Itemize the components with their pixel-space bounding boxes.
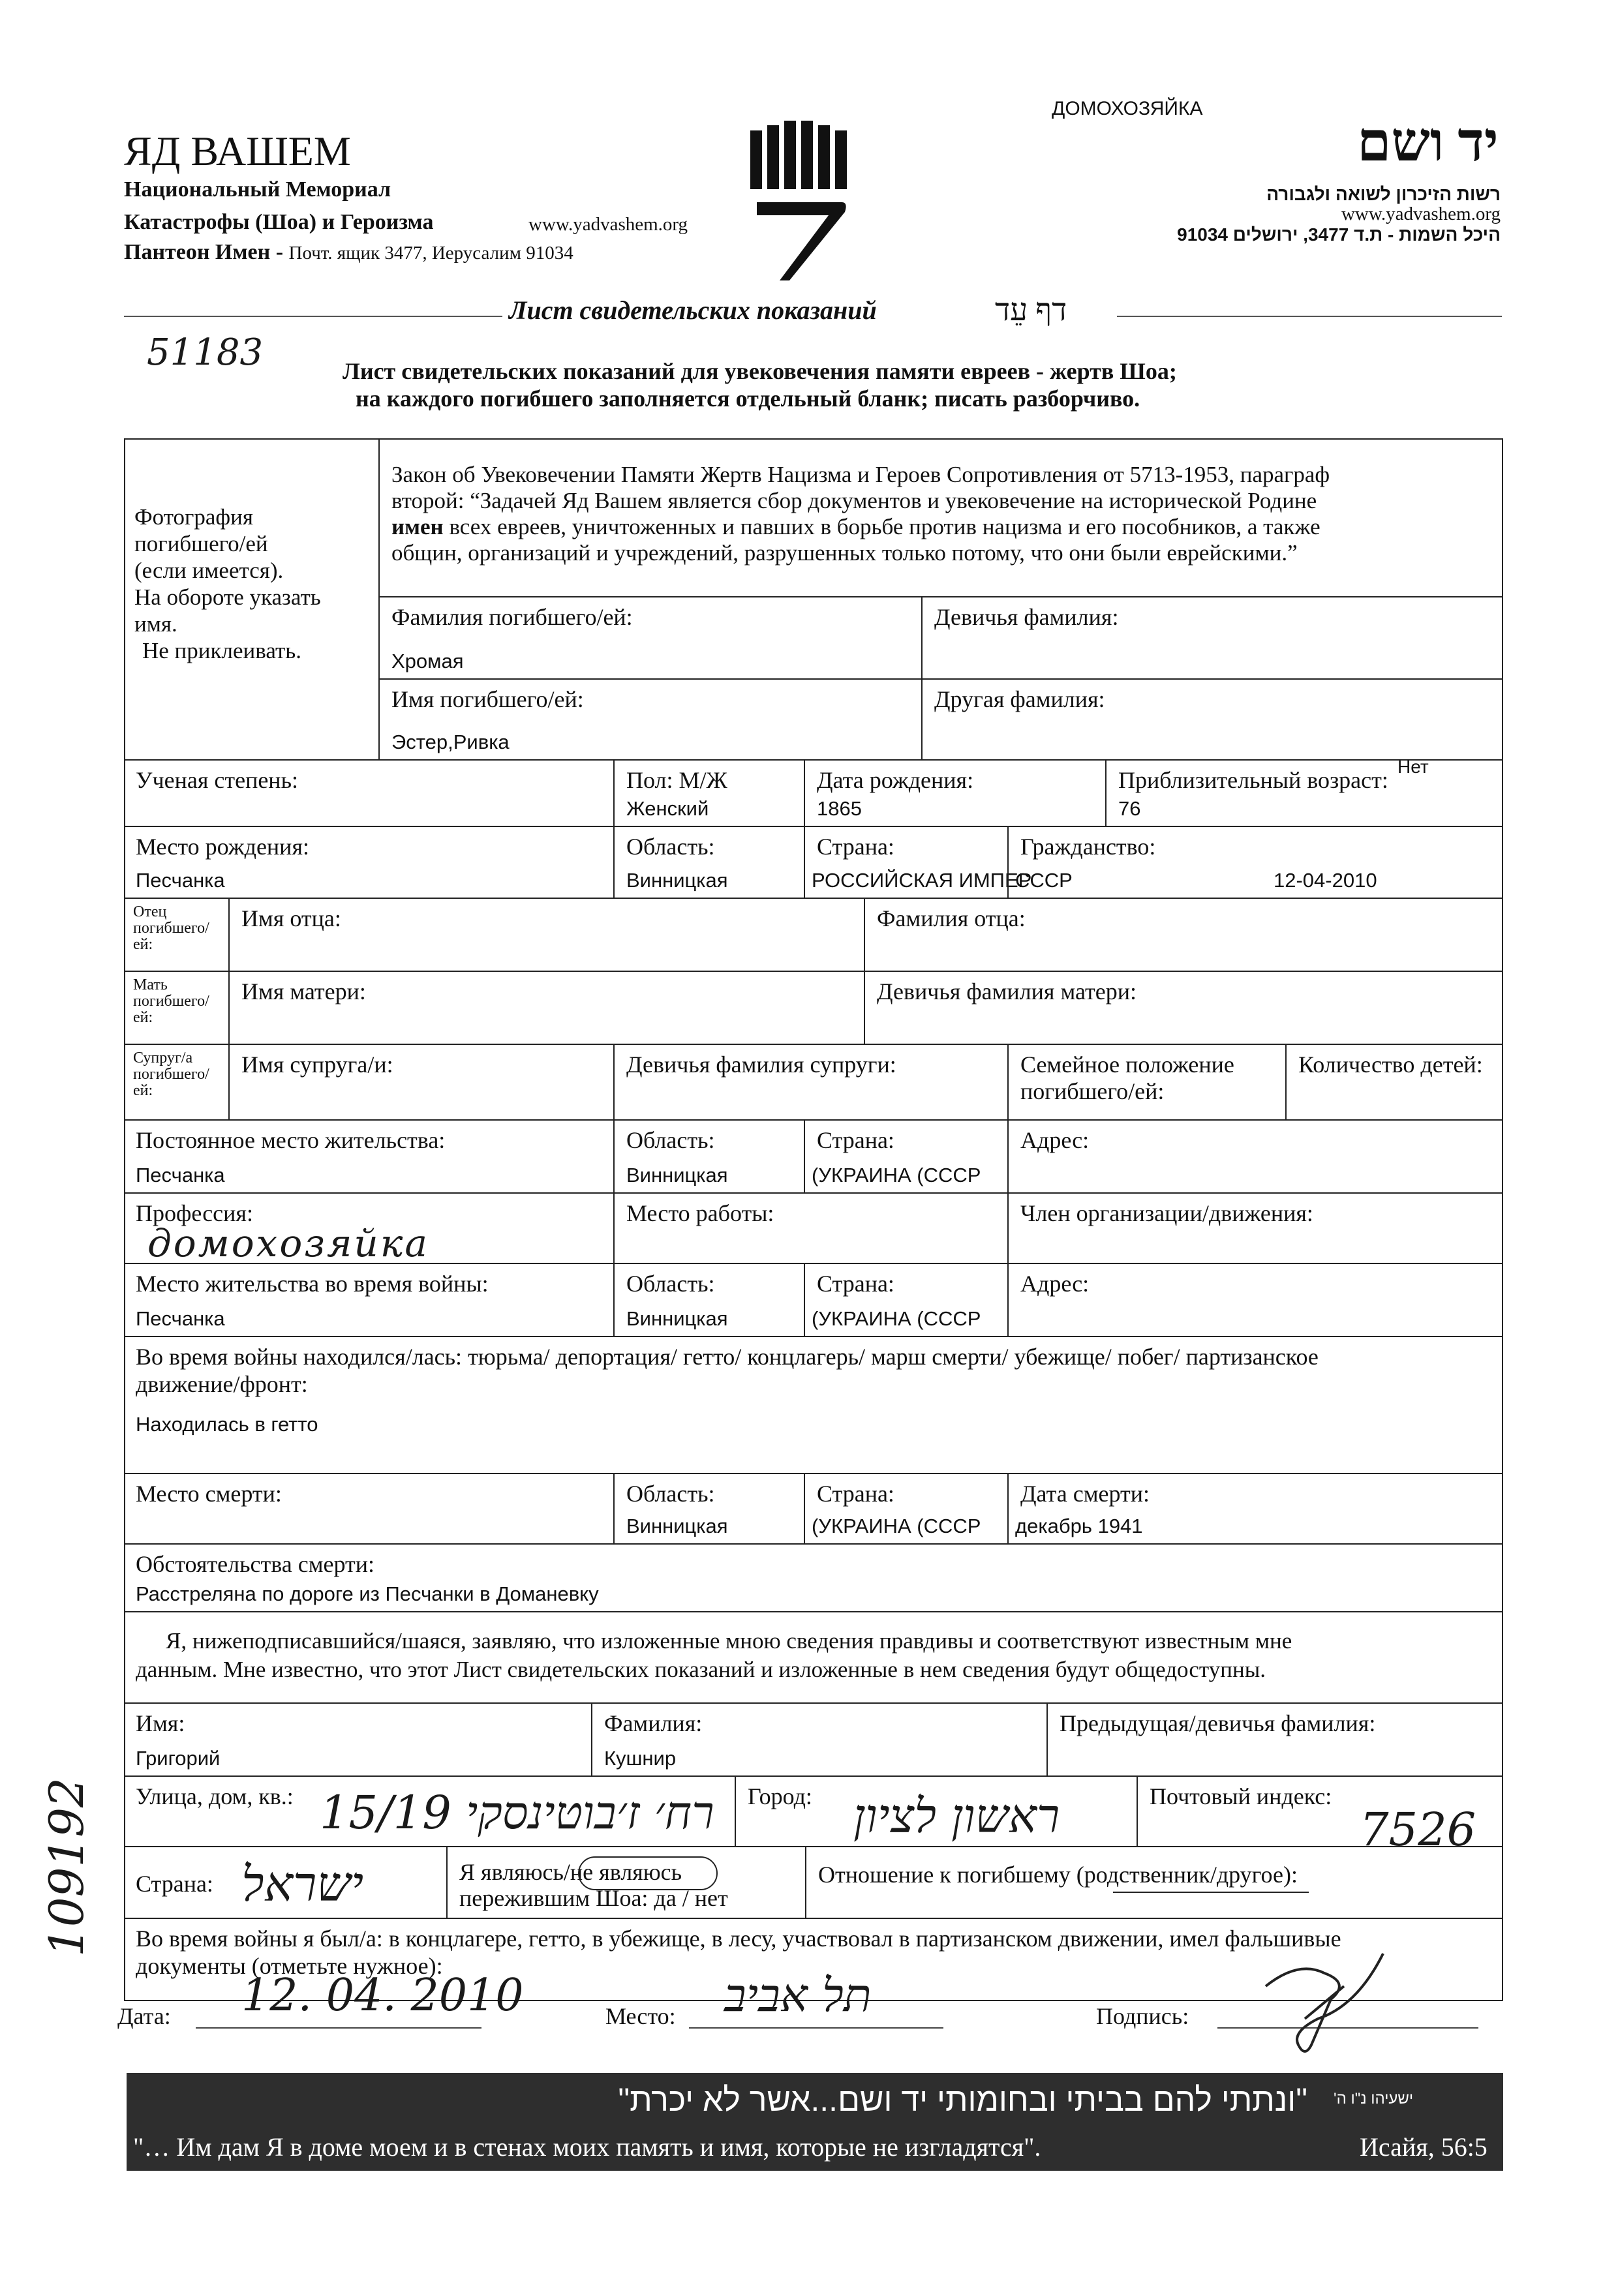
submitter-street-handwritten: רח׳ ז׳בוטינסקי 15/19 — [320, 1786, 714, 1839]
photo-line-3: (если имеется). — [134, 558, 284, 583]
declaration-line-1: Я, нижеподписавшийся/шаяся, заявляю, что изложенные мною сведения правдивы и соответствуют известным мне — [166, 1628, 1292, 1654]
submitter-surname-label: Фамилия: — [604, 1710, 703, 1736]
website-left: www.yadvashem.org — [528, 214, 688, 235]
survivor-field[interactable] — [446, 1846, 805, 1918]
declaration-box — [124, 1611, 1503, 1702]
war-address-field[interactable] — [1007, 1263, 1503, 1336]
residence-address-label: Адрес: — [1020, 1127, 1090, 1153]
mother-name-label: Имя матери: — [241, 978, 366, 1004]
war-status-field[interactable] — [124, 1336, 1503, 1473]
death-region-field[interactable] — [613, 1473, 804, 1543]
war-status-label: Во время войны находился/лась: тюрьма/ депортация/ гетто/ концлагерь/ марш смерти/ убежище/ побег/ партизанское — [136, 1344, 1319, 1370]
father-name-label: Имя отца: — [241, 905, 341, 931]
citizenship-value: СССР — [1015, 869, 1073, 892]
relation-label: Отношение к погибшему (родственник/другое): — [818, 1862, 1298, 1888]
relation-field[interactable] — [805, 1846, 1503, 1918]
victim-name-field[interactable] — [378, 678, 921, 759]
war-status-label-2: движение/фронт: — [136, 1371, 308, 1397]
war-region-field[interactable] — [613, 1263, 804, 1336]
war-status-value: Находилась в гетто — [136, 1413, 318, 1436]
submitter-surname-value: Кушнир — [604, 1747, 677, 1770]
intro-line-2: на каждого погибшего заполняется отдельный бланк; писать разборчиво. — [356, 385, 1140, 412]
signature-mark[interactable] — [1240, 1947, 1396, 2058]
date-label: Дата: — [117, 2003, 171, 2029]
submitter-name-value: Григорий — [136, 1747, 221, 1770]
photo-line-2: погибшего/ей — [134, 531, 268, 556]
citizenship-label: Гражданство: — [1020, 834, 1156, 860]
death-date-label: Дата смерти: — [1020, 1481, 1150, 1507]
death-country-value: (УКРАИНА (СССР — [812, 1515, 981, 1537]
law-line-3-rest: всех евреев, уничтоженных и павших в борьбе против нацизма и его пособников, а также — [443, 514, 1320, 539]
footer-russian-reference: Исайя, 56:5 — [1360, 2132, 1488, 2162]
birthplace-field[interactable] — [124, 826, 613, 898]
spouse-small-label: Супруг/а погибшего/ ей: — [133, 1050, 209, 1100]
declaration-line-2: данным. Мне известно, что этот Лист свидетельских показаний и изложенные в нем сведения будут общедоступны. — [136, 1657, 1266, 1682]
org-line-3 — [124, 240, 573, 265]
law-line-2: второй: “Задачей Яд Вашем является сбор документов и увековечение на исторической Родине — [391, 488, 1317, 513]
mother-name-field[interactable] — [228, 971, 864, 1044]
victim-surname-field[interactable] — [378, 596, 921, 678]
profession-field[interactable] — [124, 1192, 613, 1263]
spouse-row-label — [124, 1044, 228, 1119]
degree-label: Ученая степень: — [136, 767, 298, 793]
he-line-3: היכל השמות - ת.ד 3477, ירושלים 91034 — [1177, 224, 1501, 245]
law-box — [378, 438, 1503, 596]
org-name-he: יד ושם — [1357, 112, 1499, 173]
submitter-name-label: Имя: — [136, 1710, 185, 1736]
age-label: Приблизительный возраст: — [1118, 767, 1388, 793]
war-region-value: Винницкая — [626, 1307, 728, 1330]
victim-surname-value: Хромая — [391, 650, 464, 672]
submitter-street-field[interactable] — [124, 1775, 735, 1846]
law-line-1: Закон об Увековечении Памяти Жертв Нацизма и Героев Сопротивления от 5713-1953, параграф — [391, 462, 1330, 487]
war-address-label: Адрес: — [1020, 1271, 1090, 1297]
law-bold-word: имен — [391, 514, 444, 539]
war-residence-label: Место жительства во время войны: — [136, 1271, 489, 1297]
sex-label: Пол: М/Ж — [626, 767, 727, 793]
birth-date-label: Дата рождения: — [817, 767, 974, 793]
death-place-field[interactable] — [124, 1473, 613, 1543]
spouse-name-field[interactable] — [228, 1044, 613, 1119]
death-country-label: Страна: — [817, 1481, 894, 1507]
age-field[interactable] — [1105, 759, 1503, 826]
place-label: Место: — [605, 2003, 676, 2029]
death-circumstances-label: Обстоятельства смерти: — [136, 1551, 374, 1577]
mother-maiden-field[interactable] — [864, 971, 1503, 1044]
mother-maiden-label: Девичья фамилия матери: — [877, 978, 1137, 1004]
place-handwritten[interactable]: תל אביב — [724, 1969, 872, 2022]
residence-value: Песчанка — [136, 1164, 225, 1186]
birthplace-value: Песчанка — [136, 869, 225, 892]
birth-country-label: Страна: — [817, 834, 894, 860]
profession-label: Профессия: — [136, 1200, 253, 1226]
birth-date-value: 1865 — [817, 797, 862, 820]
victim-other-surname-label: Другая фамилия: — [934, 686, 1105, 712]
birth-country-field[interactable] — [804, 826, 1032, 898]
residence-country-field[interactable] — [804, 1119, 1007, 1192]
date-stamp: 12-04-2010 — [1274, 869, 1377, 892]
sex-field[interactable] — [613, 759, 804, 826]
victim-maiden-field[interactable] — [921, 596, 1503, 678]
membership-label: Член организации/движения: — [1020, 1200, 1313, 1226]
profession-handwritten: домохозяйка — [147, 1221, 429, 1265]
residence-label: Постоянное место жительства: — [136, 1127, 446, 1153]
father-row-label — [124, 898, 228, 971]
death-date-field[interactable] — [1007, 1473, 1503, 1543]
victim-name-label: Имя погибшего/ей: — [391, 686, 584, 712]
submitter-zip-field[interactable] — [1137, 1775, 1503, 1856]
margin-handwritten-number: 109192 — [39, 1777, 94, 1957]
submitter-surname-field[interactable] — [591, 1702, 1046, 1775]
residence-address-field[interactable] — [1007, 1119, 1503, 1192]
death-circumstances-field[interactable] — [124, 1543, 1503, 1611]
father-surname-label: Фамилия отца: — [877, 905, 1026, 931]
submitter-war-label: Во время войны я был/а: в концлагере, гетто, в убежище, в лесу, участвовал в партизанском движении, имел фальшивые — [136, 1926, 1341, 1952]
law-line-4: общин, организаций и учреждений, разрушенных только потому, что они были еврейскими.” — [391, 540, 1298, 566]
submitter-prev-surname-label: Предыдущая/девичья фамилия: — [1060, 1710, 1376, 1736]
spouse-maiden-label: Девичья фамилия супруги: — [626, 1051, 896, 1078]
death-place-label: Место смерти: — [136, 1481, 282, 1507]
yad-vashem-logo — [744, 117, 861, 287]
birth-region-field[interactable] — [613, 826, 804, 898]
birth-region-label: Область: — [626, 834, 715, 860]
mother-small-label: Мать погибшего/ ей: — [133, 976, 209, 1027]
title-rule-left — [124, 316, 502, 317]
top-right-note: ДОМОХОЗЯЙКА — [1052, 98, 1203, 119]
intro-line-1: Лист свидетельских показаний для увековечения памяти евреев - жертв Шоа; — [343, 358, 1177, 384]
residence-country-label: Страна: — [817, 1127, 894, 1153]
submitter-name-field[interactable] — [124, 1702, 591, 1775]
place-line — [689, 2027, 943, 2029]
date-handwritten[interactable]: 12. 04. 2010 — [241, 1970, 524, 2021]
war-country-field[interactable] — [804, 1263, 1007, 1336]
war-country-value: (УКРАИНА (СССР — [812, 1307, 981, 1330]
father-name-field[interactable] — [228, 898, 864, 971]
footer-hebrew-quote: "ונתתי להם בביתי ובחומותי יד ושם...אשר לא יכרת" — [618, 2081, 1307, 2118]
submitter-country-label: Страна: — [136, 1871, 213, 1897]
victim-other-surname-field[interactable] — [921, 678, 1503, 759]
death-circumstances-value: Расстреляна по дороге из Песчанки в Доманевку — [136, 1582, 599, 1605]
org-name-ru: ЯД ВАШЕМ — [124, 128, 351, 174]
birth-date-field[interactable] — [804, 759, 1105, 826]
org-line-2: Катастрофы (Шоа) и Героизма — [124, 210, 434, 234]
family-status-field[interactable] — [1007, 1044, 1285, 1119]
survivor-label: Я являюсь/не являюсь — [459, 1859, 682, 1885]
signature-label: Подпись: — [1096, 2003, 1189, 2029]
residence-region-value: Винницкая — [626, 1164, 728, 1186]
survivor-circle-mark — [578, 1856, 718, 1890]
he-line-1: רשות הזיכרון לשואה ולגבורה — [1266, 184, 1501, 204]
birth-region-value: Винницкая — [626, 869, 728, 892]
victim-surname-label: Фамилия погибшего/ей: — [391, 604, 633, 630]
submitter-city-label: Город: — [748, 1783, 812, 1809]
victim-name-value: Эстер,Ривка — [391, 731, 510, 753]
submitter-city-handwritten: ראשון לציון — [853, 1789, 1060, 1843]
war-country-label: Страна: — [817, 1271, 894, 1297]
law-line-3 — [391, 514, 1330, 540]
family-status-label: Семейное положение погибшего/ей: — [1020, 1051, 1234, 1105]
sex-value: Женский — [626, 797, 709, 820]
submitter-prev-surname-field[interactable] — [1046, 1702, 1503, 1775]
residence-country-value: (УКРАИНА (СССР — [812, 1164, 981, 1186]
mother-row-label — [124, 971, 228, 1044]
footer-hebrew-reference: ישעיהו נ"ו ה' — [1334, 2090, 1414, 2107]
relation-underline-mark — [1113, 1892, 1309, 1893]
footer-quote-band — [127, 2073, 1503, 2171]
org-line-3-address: Почт. ящик 3477, Иерусалим 91034 — [288, 243, 573, 264]
submitter-city-field[interactable] — [735, 1775, 1137, 1846]
workplace-field[interactable] — [613, 1192, 1007, 1263]
residence-region-field[interactable] — [613, 1119, 804, 1192]
birth-country-value: РОССИЙСКАЯ ИМПЕР — [812, 869, 1032, 892]
citizenship-field[interactable] — [1007, 826, 1503, 898]
death-date-value: декабрь 1941 — [1015, 1515, 1143, 1537]
form-title: Лист свидетельских показаний — [509, 295, 877, 325]
org-line-1: Национальный Мемориал — [124, 177, 391, 202]
submitter-zip-label: Почтовый индекс: — [1150, 1783, 1332, 1809]
handwritten-record-number: 51183 — [147, 331, 264, 374]
children-label: Количество детей: — [1298, 1051, 1483, 1078]
photo-line-5: имя. — [134, 611, 177, 637]
degree-field[interactable] — [124, 759, 613, 826]
children-field[interactable] — [1285, 1044, 1503, 1119]
date-line — [196, 2027, 481, 2029]
title-rule-right — [1117, 316, 1502, 317]
photo-line-1: Фотография — [134, 504, 253, 530]
survivor-yes-no: пережившим Шоа: да / нет — [459, 1885, 728, 1911]
form-title-he: דף עֵד — [995, 293, 1067, 327]
age-value: 76 — [1118, 797, 1141, 820]
photo-line-4: На обороте указать — [134, 584, 321, 610]
submitter-war-label-2: документы (отметьте нужное): — [136, 1953, 443, 1979]
victim-maiden-label: Девичья фамилия: — [934, 604, 1119, 630]
residence-region-label: Область: — [626, 1127, 715, 1153]
birthplace-label: Место рождения: — [136, 834, 310, 860]
footer-russian-quote: "… Им дам Я в доме моем и в стенах моих память и имя, которые не изгладятся". — [133, 2132, 1041, 2162]
workplace-label: Место работы: — [626, 1200, 774, 1226]
photo-line-6: Не приклеивать. — [142, 638, 301, 663]
photo-box[interactable] — [124, 438, 378, 759]
age-note: Нет — [1397, 757, 1429, 777]
membership-field[interactable] — [1007, 1192, 1503, 1263]
spouse-name-label: Имя супруга/и: — [241, 1051, 393, 1078]
death-region-label: Область: — [626, 1481, 715, 1507]
war-residence-value: Песчанка — [136, 1307, 225, 1330]
war-residence-field[interactable] — [124, 1263, 613, 1336]
submitter-country-handwritten: ישראל — [241, 1856, 364, 1912]
father-surname-field[interactable] — [864, 898, 1503, 971]
submitter-street-label: Улица, дом, кв.: — [136, 1783, 294, 1809]
father-small-label: Отец погибшего/ ей: — [133, 903, 209, 954]
website-right: www.yadvashem.org — [1341, 204, 1501, 224]
org-line-3-bold: Пантеон Имен - — [124, 240, 284, 264]
war-region-label: Область: — [626, 1271, 715, 1297]
death-country-field[interactable] — [804, 1473, 1007, 1543]
spouse-maiden-field[interactable] — [613, 1044, 1007, 1119]
submitter-country-field[interactable] — [124, 1846, 446, 1918]
submitter-zip-handwritten: 7526 — [1360, 1803, 1476, 1856]
death-region-value: Винницкая — [626, 1515, 728, 1537]
residence-field[interactable] — [124, 1119, 613, 1192]
